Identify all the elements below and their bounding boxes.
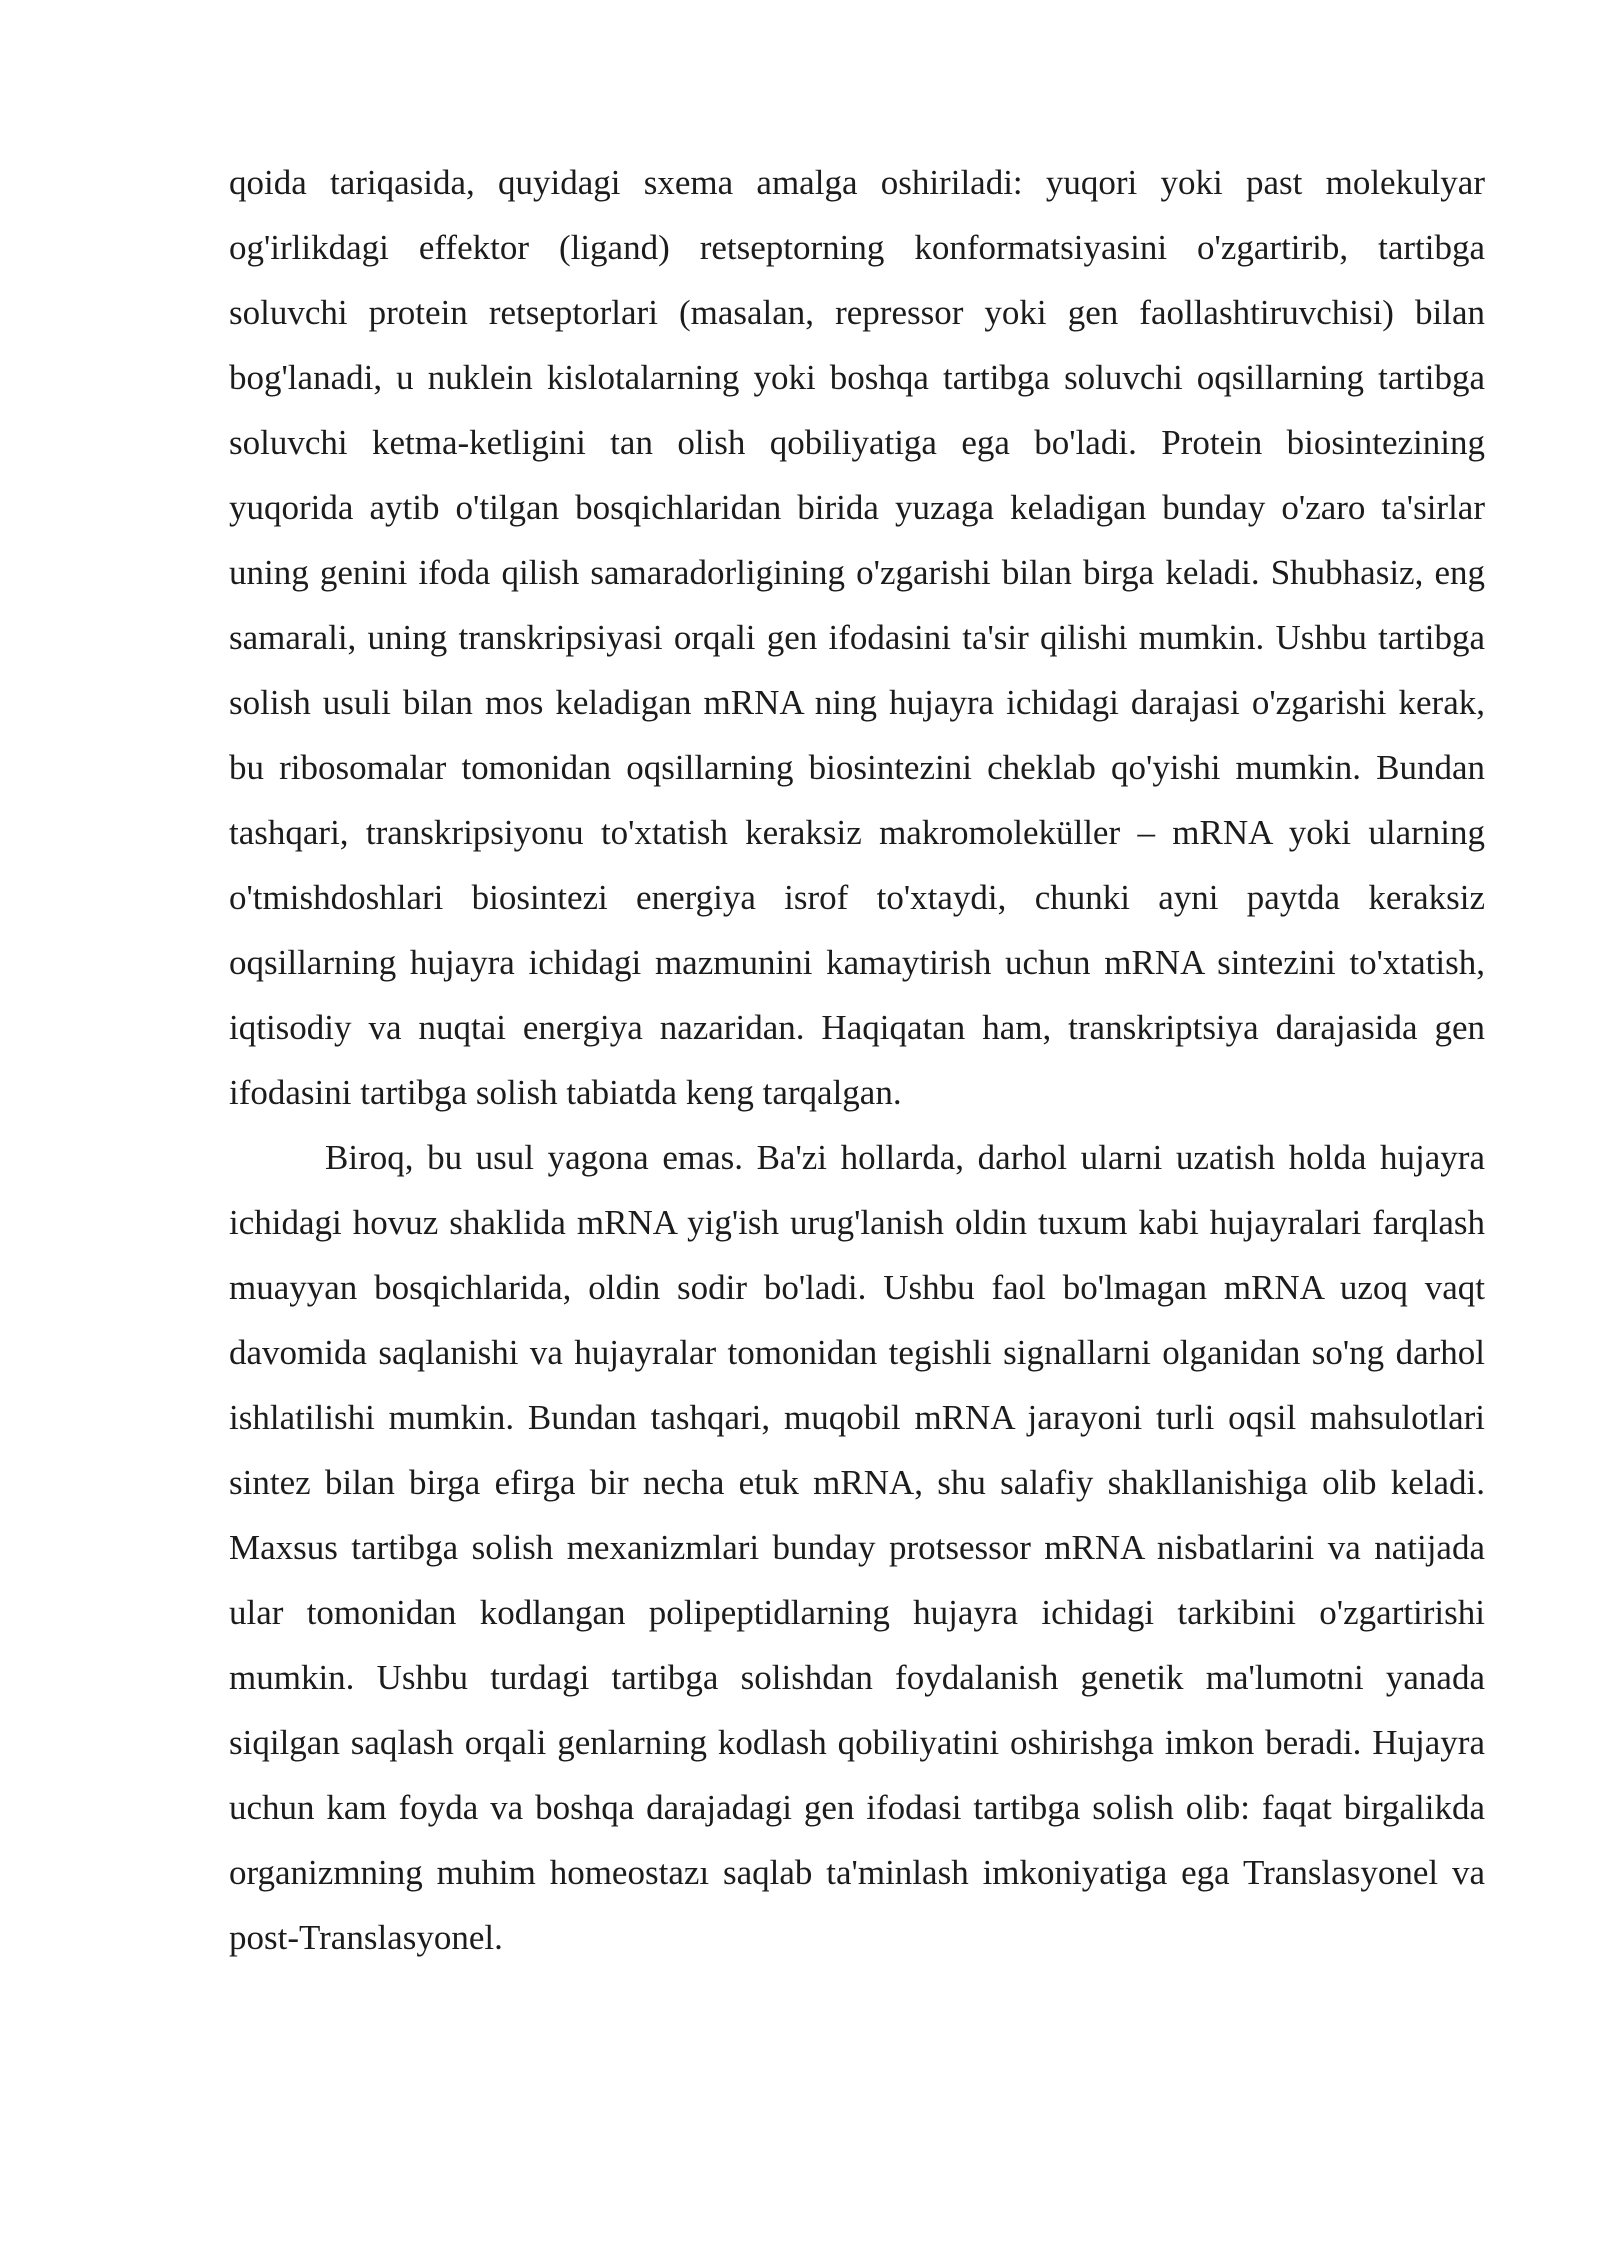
paragraph-2: Biroq, bu usul yagona emas. Ba'zi hollarda, darhol ularni uzatish holda hujayra ichidagi hovuz shaklida mRNA yig'ish urug'lanish oldin tuxum kabi hujayralari farqlash muayyan bosqichlarida, oldin sodir bo'ladi. Ushbu faol bo'lmagan mRNA uzoq vaqt davomida saqlanishi va hujayralar tomonidan tegishli signallarni olganidan so'ng darhol ishlatilishi mumkin. Bundan tashqari, muqobil mRNA jarayoni turli oqsil mahsulotlari sintez bilan birga efirga bir necha etuk mRNA, shu salafiy shakllanishiga olib keladi. Maxsus tartibga solish mexanizmlari bunday protsessor mRNA nisbatlarini va natijada ular tomonidan kodlangan polipeptidlarning hujayra ichidagi tarkibini o'zgartirishi mumkin. Ushbu turdagi tartibga solishdan foydalanish genetik ma'lumotni yanada siqilgan saqlash orqali genlarning kodlash qobiliyatini oshirishga imkon beradi. Hujayra uchun kam foyda va boshqa darajadagi gen ifodasi tartibga solish olib: faqat birgalikda organizmning muhim homeostazı saqlab ta'minlash imkoniyatiga ega Translasyonel va post-Translasyonel.	[229, 1138, 1485, 1957]
body-text	[229, 150, 1485, 1970]
paragraph-1: qoida tariqasida, quyidagi sxema amalga oshiriladi: yuqori yoki past molekulyar og'irlikdagi effektor (ligand) retseptorning konformatsiyasini o'zgartirib, tartibga soluvchi protein retseptorlari (masalan, repressor yoki gen faollashtiruvchisi) bilan bog'lanadi, u nuklein kislotalarning yoki boshqa tartibga soluvchi oqsillarning tartibga soluvchi ketma-ketligini tan olish qobiliyatiga ega bo'ladi. Protein biosintezining yuqorida aytib o'tilgan bosqichlaridan birida yuzaga keladigan bunday o'zaro ta'sirlar uning genini ifoda qilish samaradorligining o'zgarishi bilan birga keladi. Shubhasiz, eng samarali, uning transkripsiyasi orqali gen ifodasini ta'sir qilishi mumkin. Ushbu tartibga solish usuli bilan mos keladigan mRNA ning hujayra ichidagi darajasi o'zgarishi kerak, bu ribosomalar tomonidan oqsillarning biosintezini cheklab qo'yishi mumkin. Bundan tashqari, transkripsiyonu to'xtatish keraksiz makromoleküller – mRNA yoki ularning o'tmishdoshlari biosintezi energiya isrof to'xtaydi, chunki ayni paytda keraksiz oqsillarning hujayra ichidagi mazmunini kamaytirish uchun mRNA sintezini to'xtatish, iqtisodiy va nuqtai energiya nazaridan. Haqiqatan ham, transkriptsiya darajasida gen ifodasini tartibga solish tabiatda keng tarqalgan.	[229, 163, 1485, 1112]
